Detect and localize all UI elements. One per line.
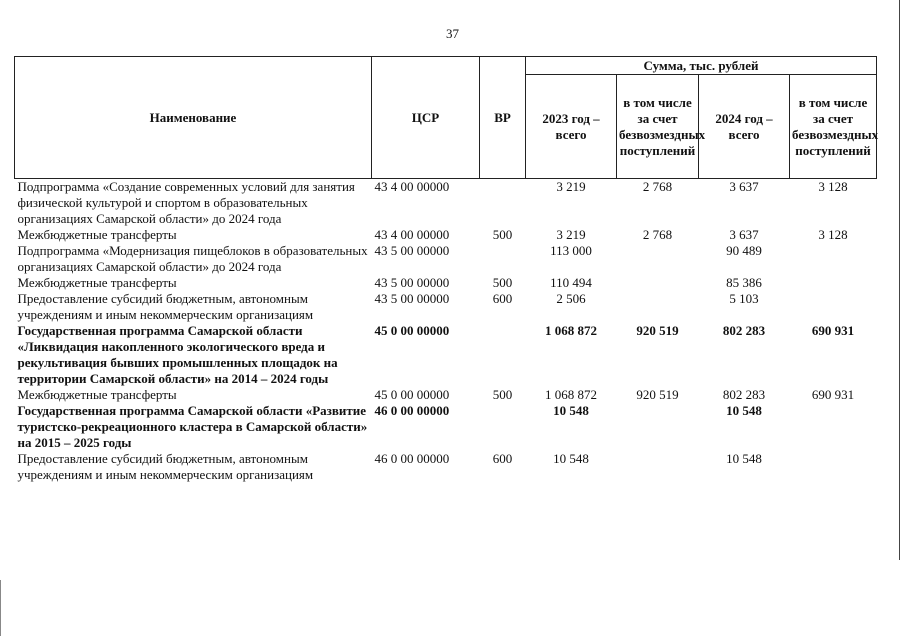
table-row [15,227,877,243]
header-csr: ЦСР [372,57,480,179]
cell-2024-free [790,403,877,451]
cell-2024-total: 90 489 [726,243,762,258]
cell-2023-free [617,243,699,275]
cell-2023-total: 3 219 [556,227,586,242]
cell-vr: 600 [492,451,513,466]
table-row [15,403,877,451]
cell-2024-total: 10 548 [726,451,762,466]
budget-table [14,56,877,483]
cell-2023-free [617,403,699,451]
cell-2023-total: 110 494 [550,275,592,290]
cell-name: Межбюджетные трансферты [17,275,177,290]
cell-2024-total: 85 386 [726,275,762,290]
header-name: Наименование [15,57,372,179]
cell-csr: 45 0 00 00000 [374,323,450,338]
cell-vr: 500 [492,387,513,402]
cell-2024-free: 3 128 [818,179,848,194]
cell-2023-free [617,275,699,291]
cell-2024-total: 3 637 [729,227,759,242]
cell-csr: 43 5 00 00000 [374,275,450,290]
cell-2024-free [790,275,877,291]
cell-name: Государственная программа Самарской области «Ликвидация накопленного экологического вреда и рекультивация бывших промышленных площадок на территории Самарской области» на 2014 – 2024 годы [17,323,338,386]
table-row [15,451,877,483]
cell-vr [480,323,526,387]
cell-vr: 500 [492,275,513,290]
cell-csr: 43 5 00 00000 [374,291,450,306]
cell-2024-free: 690 931 [811,323,855,338]
cell-vr: 600 [492,291,513,306]
cell-2024-free [790,243,877,275]
table-row [15,387,877,403]
cell-vr: 500 [492,227,513,242]
cell-csr: 45 0 00 00000 [374,387,450,402]
header-2023-free: в том числе за счет безвозмездных поступлений [617,75,699,179]
cell-name: Подпрограмма «Модернизация пищеблоков в образовательных организациях Самарской области» до 2024 года [17,243,368,274]
cell-name: Подпрограмма «Создание современных условий для занятия физической культурой и спортом в образовательных организациях Самарской области» до 2024 года [17,179,355,226]
cell-2023-total: 1 068 872 [545,323,597,338]
header-2024-free: в том числе за счет безвозмездных поступлений [790,75,877,179]
cell-csr: 46 0 00 00000 [374,451,450,466]
header-2023-total: 2023 год – всего [526,75,617,179]
table-row [15,323,877,387]
header-vr: ВР [480,57,526,179]
cell-name: Межбюджетные трансферты [17,227,177,242]
cell-name: Межбюджетные трансферты [17,387,177,402]
scan-edge-line [0,580,1,636]
cell-name: Предоставление субсидий бюджетным, автономным учреждениям и иным некоммерческим организациям [17,451,314,482]
cell-2023-free: 2 768 [642,227,673,242]
header-2024-total: 2024 год – всего [699,75,790,179]
cell-csr: 43 5 00 00000 [374,243,450,258]
cell-csr: 46 0 00 00000 [374,403,450,418]
cell-2024-free: 690 931 [811,387,855,402]
table-row [15,291,877,323]
cell-2023-free [617,291,699,323]
cell-2023-free: 920 519 [636,323,679,338]
table-header [15,57,877,179]
cell-2023-free: 2 768 [642,179,673,194]
cell-2024-total: 802 283 [722,387,766,402]
cell-2023-total: 10 548 [553,403,589,418]
cell-vr [480,179,526,228]
table-row [15,179,877,228]
cell-2023-total: 113 000 [550,243,592,258]
cell-csr: 43 4 00 00000 [374,179,450,194]
cell-2023-total: 10 548 [553,451,589,466]
cell-2023-total: 1 068 872 [545,387,597,402]
header-sum-title: Сумма, тыс. рублей [526,57,877,75]
table-row [15,275,877,291]
page-number: 37 [446,26,459,41]
cell-2023-free [617,451,699,483]
cell-2024-total: 10 548 [726,403,762,418]
cell-csr: 43 4 00 00000 [374,227,450,242]
cell-2023-total: 3 219 [556,179,586,194]
cell-2023-free: 920 519 [636,387,679,402]
cell-2024-total: 802 283 [722,323,766,338]
cell-vr [480,243,526,275]
cell-vr [480,403,526,451]
cell-2024-free [790,451,877,483]
cell-2024-free: 3 128 [818,227,848,242]
cell-name: Предоставление субсидий бюджетным, автономным учреждениям и иным некоммерческим организациям [17,291,314,322]
cell-name: Государственная программа Самарской области «Развитие туристско-рекреационного кластера в Самарской области» на 2015 – 2025 годы [17,403,368,450]
table-row [15,243,877,275]
cell-2024-free [790,291,877,323]
cell-2024-total: 5 103 [729,291,759,306]
cell-2023-total: 2 506 [556,291,586,306]
table-body [15,179,877,484]
scan-edge-line [899,0,900,560]
cell-2024-total: 3 637 [729,179,759,194]
